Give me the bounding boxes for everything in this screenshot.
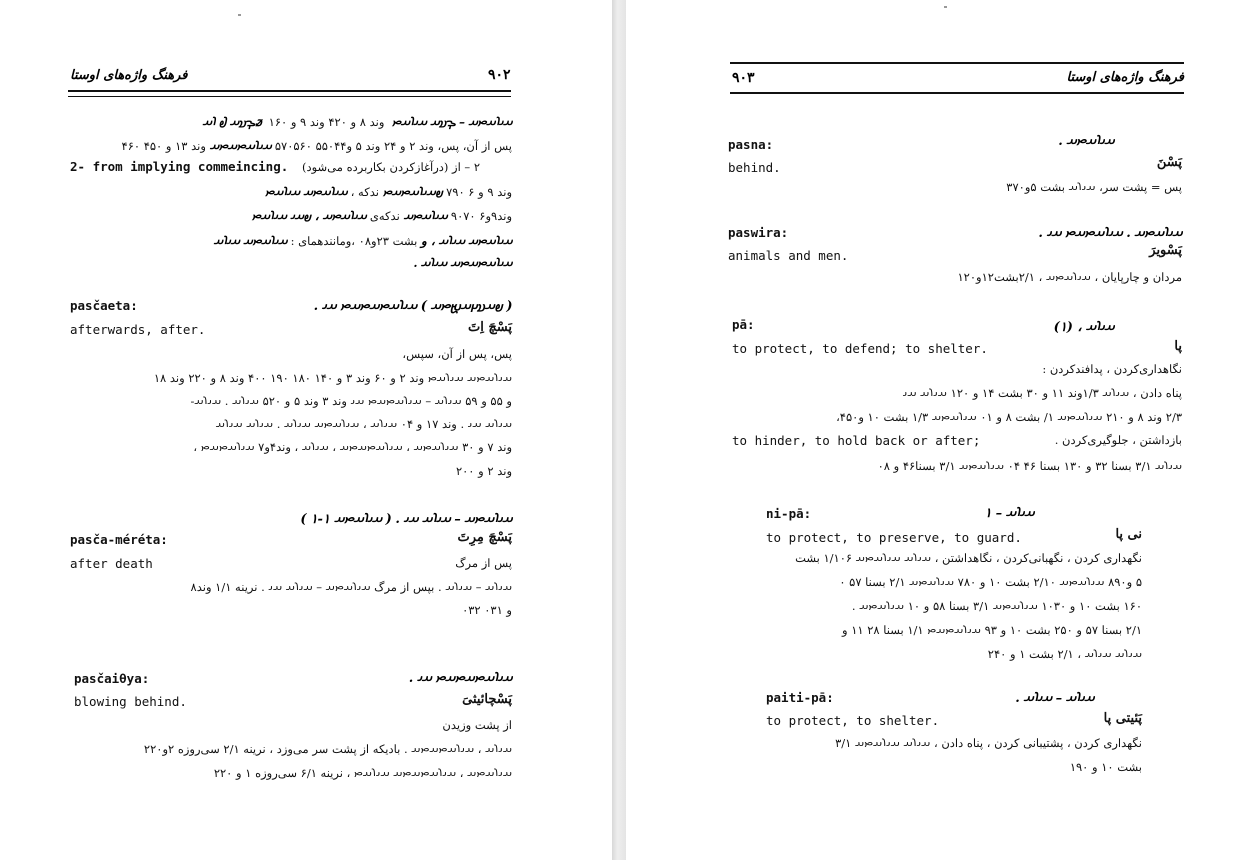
page-gutter	[612, 0, 626, 860]
persian-gloss: بازداشتن ، جلوگیری‌کردن .	[1054, 433, 1182, 447]
persian-headword: پَئیتی پا	[1103, 711, 1142, 726]
persian-headword: پَسْویرَ	[1149, 243, 1182, 258]
text-line: 𐬀𐬌𐬭𐬀𐬙𐬀 𐬀𐬌𐬭𐬀 ، و بشت ۲۳و۰۸ ،ومانندهمای : 𐬀𐬌𐬭𐬀𐬙𐬀 𐬀𐬌𐬭𐬀	[213, 234, 512, 248]
text-line: ۱۶۰ بشت ۱۰ و ۱۰۳۰ 𐬀𐬌𐬭𐬀𐬙𐬀 ۳/۱ بسنا ۵۸ و ۱۰ 𐬀𐬌𐬭𐬀𐬙𐬀 .	[851, 599, 1142, 613]
entry-headword: pasna:	[728, 137, 774, 152]
text-line: 𐬀𐬌𐬭𐬀 – 𐬀𐬌𐬭𐬀 . بپس از مرگ 𐬀𐬌𐬭𐬀𐬙𐬀 – 𐬀𐬌𐬭𐬀 𐬀𐬌 . نرینه ۱/۱ وند۸	[190, 580, 512, 594]
header-rule-thin	[68, 96, 511, 97]
text-line: 𐬀𐬌𐬭𐬀 𐬀𐬌𐬭𐬀 ، ۲/۱ بشت ۱ و ۲۴۰	[987, 647, 1142, 661]
english-gloss: to hinder, to hold back or after;	[732, 433, 981, 448]
text-line: نگهداری کردن ، پشتیبانی کردن ، پناه دادن ، 𐬀𐬌𐬭𐬀 𐬀𐬌𐬭𐬀𐬙𐬀 ۳/۱	[835, 736, 1142, 750]
english-gloss: animals and men.	[728, 248, 849, 263]
avestan-headword: 𐬀𐬌𐬭𐬀 – ۱	[984, 506, 1034, 521]
right-page	[626, 0, 1234, 860]
speck	[238, 14, 241, 16]
avestan-headword: 𐬀𐬌𐬭𐬀𐬙𐬀 . 𐬀𐬌𐬭𐬀𐬙𐬀𐬙 𐬀𐬌 .	[1038, 226, 1182, 241]
text-line: ۲/۳ وند ۸ و ۲۱۰ 𐬀𐬌𐬭𐬀𐬙𐬀 ۱/ بشت ۸ و ۰۱ 𐬀𐬌𐬭𐬀𐬙𐬀 ۱/۳ بشت ۱۰ و۴۵۰،	[836, 410, 1182, 424]
speck	[944, 6, 947, 8]
entry-headword: pasča-méréta:	[70, 532, 168, 547]
text-line: پس، پس از آن، سپس،	[402, 347, 512, 361]
entry-headword: ni-pā:	[766, 506, 812, 521]
text-line: و ۵۵ و ۵۹ 𐬀𐬌𐬭𐬀 – 𐬀𐬌𐬭𐬀𐬙𐬀𐬙 𐬀𐬌 وند ۳ وند ۵ و ۵۲۰ 𐬀𐬌𐬭𐬀 . 𐬀𐬌𐬭𐬀-	[190, 394, 512, 408]
text-line: 𐬀𐬌𐬭𐬀𐬙𐬀𐬙𐬀 𐬀𐬌𐬭𐬀 .	[413, 256, 512, 270]
avestan-headword: 𐬀𐬌𐬭𐬀 ، (۱)	[1053, 320, 1114, 335]
running-head: فرهنگ واژه‌های اوستا	[70, 68, 188, 83]
text-line: از پشت وزیدن	[442, 718, 512, 732]
entry-headword: paswira:	[728, 225, 789, 240]
persian-headword: پَسْچَ اِتَ	[468, 320, 512, 335]
text-line: وند ۷ و ۳۰ 𐬀𐬌𐬭𐬀𐬙𐬀 ، 𐬀𐬌𐬭𐬀𐬙𐬀𐬙𐬀 ، 𐬀𐬌𐬭𐬀 ، وند۴و۷ 𐬀𐬌𐬭𐬀𐬙𐬀𐬙 ،	[193, 440, 512, 454]
persian-headword: پا	[1174, 339, 1182, 354]
header-rule	[730, 92, 1184, 94]
persian-headword: پَسْنَ	[1156, 155, 1182, 170]
text-line: ۲/۱ بسنا ۵۷ و ۲۵۰ بشت ۱۰ و ۹۳ 𐬀𐬌𐬭𐬀𐬙𐬀𐬙 ۱/۱ بسنا ۲۸ ۱۱ و	[841, 623, 1142, 637]
text-line: مردان و چارپایان ، 𐬀𐬌𐬭𐬀𐬙𐬀 ، ۲/۱بشت۱۲و۱۲۰	[957, 270, 1182, 284]
text-line: 𐬀𐬌𐬭𐬀 ۳/۱ بسنا ۳۲ و ۱۳۰ بسنا ۴۶ ۰۴ 𐬀𐬌𐬭𐬀𐬙𐬀 ۳/۱ بسنا۴۶ و ۰۸	[877, 459, 1182, 473]
avestan-headword: 𐬀𐬌𐬭𐬀𐬙𐬀 – 𐬀𐬌𐬭𐬀 𐬀𐬌 . ( 𐬀𐬌𐬭𐬀𐬙𐬀 ۱-۱ )	[300, 512, 512, 527]
english-gloss: to protect, to shelter.	[766, 713, 940, 728]
text-line: وند۹و۶ ۹۰۷۰ 𐬀𐬌𐬭𐬀𐬙𐬀 ندکه‌ی 𐬀𐬌𐬭𐬀𐬙𐬀 ، 𐬞𐬀𐬌 𐬀𐬌𐬭𐬀𐬙	[251, 209, 512, 223]
text-line: وند ۲ و ۲۰۰	[455, 464, 512, 478]
header-rule	[68, 90, 511, 92]
text-line: پناه دادن ، 𐬀𐬌𐬭𐬀 ۱/۳وند ۱۱ و ۳۰ بشت ۱۴ و ۱۲۰ 𐬀𐬌𐬭𐬀 𐬀𐬌	[902, 386, 1182, 400]
avestan-headword: ( 𐬞𐬀𐬯𐬗𐬀𐬉𐬙𐬀 ) 𐬀𐬌𐬭𐬀𐬙𐬀𐬙𐬀𐬙 𐬀𐬌 .	[313, 299, 512, 314]
running-head: فرهنگ واژه‌های اوستا	[1066, 70, 1184, 85]
text-line: 𐬀𐬌𐬭𐬀 ، 𐬀𐬌𐬭𐬀𐬙𐬀𐬙𐬀 . بادیکه از پشت سر می‌وزد ، نرینه ۲/۱ سی‌روزه ۲و۲۲۰	[143, 742, 512, 756]
text-line: 𐬀𐬌𐬭𐬀 𐬀𐬌 . وند ۱۷ و ۰۴ 𐬀𐬌𐬭𐬀 ، 𐬀𐬌𐬭𐬀𐬙𐬀 𐬀𐬌𐬭𐬀 . 𐬀𐬌𐬭𐬀 𐬀𐬌𐬭𐬀	[215, 417, 512, 431]
english-gloss: to protect, to preserve, to guard.	[766, 530, 1022, 545]
text-line: 𐬀𐬌𐬭𐬀𐬙𐬀 𐬀𐬌𐬭𐬀𐬙 وند ۲ و ۶۰ وند ۳ و ۱۴۰ ۱۸۰ ۱۹۰ ۴۰۰ وند ۸ و ۲۲۰ وند ۱۸	[153, 371, 512, 385]
text-line: وند ۹ و ۶ ۷۹۰ 𐬞𐬀𐬌𐬭𐬀𐬙𐬀𐬙 ندکه ، 𐬀𐬌𐬭𐬀𐬙𐬀 𐬀𐬌𐬭𐬀𐬙	[264, 185, 512, 199]
text-line: پس = پشت سر، 𐬀𐬌𐬭𐬀 بشت ۵و۳۷۰	[1006, 180, 1182, 194]
entry-headword: pasčaiθya:	[74, 671, 150, 686]
text-line: 𐬀𐬌𐬭𐬀𐬙𐬀 – 𐬋𐬯𐬀 𐬀𐬌𐬭𐬀𐬙 وند ۸ و ۴۲۰ وند ۹ و ۱۶۰ ꬿ𐬋𐬯𐬀 𐬟 𐬭𐬀	[202, 115, 512, 129]
page-number: ۹۰۳	[732, 70, 755, 86]
avestan-headword: 𐬀𐬌𐬭𐬀𐬙𐬀 .	[1058, 134, 1114, 149]
avestan-headword: 𐬀𐬌𐬭𐬀𐬙𐬀𐬙𐬀𐬙 𐬀𐬌 .	[408, 671, 512, 686]
persian-headword: پَسْچائیثیَ	[462, 692, 512, 707]
english-gloss: after death	[70, 556, 153, 571]
text-line: پس از آن، پس، وند ۲ و ۲۴ وند ۵ و۵۵۰۴۴ ۵۷۰۵۶۰ 𐬀𐬌𐬭𐬀𐬙𐬀𐬙𐬀 وند ۱۳ و ۴۵۰ ۴۶۰	[121, 139, 512, 153]
english-gloss: to protect, to defend; to shelter.	[732, 341, 988, 356]
page-number: ۹۰۲	[488, 67, 511, 83]
english-gloss: blowing behind.	[74, 694, 187, 709]
avestan-headword: 𐬀𐬌𐬭𐬀 – 𐬀𐬌𐬭𐬀 .	[1015, 691, 1094, 706]
left-page	[0, 0, 612, 860]
text-line: و ۰۳۱ ۰۳۲	[462, 603, 512, 617]
text-line: ۵ و۸۹۰ 𐬀𐬌𐬭𐬀𐬙𐬀 ۲/۱۰ بشت ۱۰ و ۷۸۰ 𐬀𐬌𐬭𐬀𐬙𐬀 ۲/۱ بسنا ۵۷ ۰	[839, 575, 1142, 589]
persian-gloss: ۲ – از (درآغازکردن بکاربرده می‌شود)	[302, 160, 481, 174]
english-gloss: afterwards, after.	[70, 322, 206, 337]
text-line: بشت ۱۰ و ۱۹۰	[1069, 760, 1142, 774]
text-line: نگاهداری‌کردن ، پدافندکردن :	[1042, 362, 1182, 376]
header-rule-top	[730, 62, 1184, 64]
text-line: 𐬀𐬌𐬭𐬀𐬙𐬀 ، 𐬀𐬌𐬭𐬀𐬙𐬀𐬙𐬀 𐬀𐬌𐬭𐬀𐬙 ، نرینه ۶/۱ سی‌روزه ۱ و ۲۲۰	[213, 766, 512, 780]
english-gloss: behind.	[728, 160, 781, 175]
text-line: نگهداری کردن ، نگهبانی‌کردن ، نگاهداشتن ، 𐬀𐬌𐬭𐬀 𐬀𐬌𐬭𐬀𐬙𐬀 ۱/۱۰۶ بشت	[795, 551, 1142, 565]
persian-headword: پَسْچَ مِرِتَ	[457, 530, 512, 545]
entry-headword: paiti-pā:	[766, 690, 834, 705]
entry-headword: pasčaeta:	[70, 298, 138, 313]
english-gloss: 2- from implying commeincing.	[70, 159, 289, 174]
persian-headword: نی پا	[1115, 527, 1142, 542]
entry-headword: pā:	[732, 317, 755, 332]
text-line: پس از مرگ	[455, 556, 512, 570]
